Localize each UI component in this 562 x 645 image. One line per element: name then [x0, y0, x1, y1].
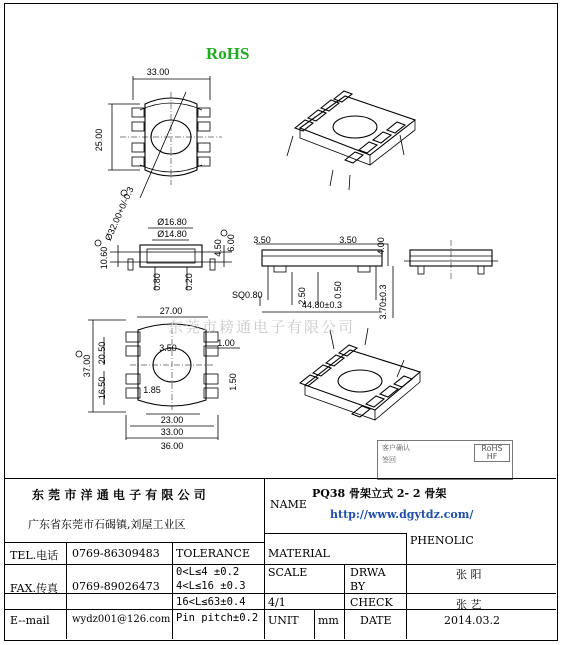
- name-label: NAME: [270, 498, 307, 511]
- tolerance-row-3: 16<L≤63±0.4: [176, 596, 246, 608]
- rule: [4, 478, 556, 479]
- rule: [344, 564, 345, 639]
- drawn-by: 张 阳: [456, 568, 482, 581]
- dim-w23-00: 23.00: [160, 415, 184, 425]
- dim-h3-70: 3.70±0.3: [378, 284, 388, 320]
- unit-value: mm: [318, 614, 339, 627]
- dim-w36-00: 36.00: [160, 441, 184, 451]
- dim-h37-00: 37.00: [82, 354, 92, 378]
- email-value[interactable]: wydz001@126.com: [72, 614, 171, 625]
- end-view: [404, 240, 498, 280]
- fax-label: FAX.传真: [10, 582, 58, 595]
- fax-value: 0769-89026473: [72, 580, 160, 593]
- iso-view-top: [287, 91, 415, 190]
- date-value: 2014.03.2: [444, 614, 500, 627]
- checked-by: 张 艺: [456, 598, 482, 611]
- rule: [406, 533, 407, 639]
- rule: [66, 542, 67, 639]
- unit-label: UNIT: [268, 614, 299, 627]
- rule: [264, 533, 406, 534]
- email-label: E--mail: [10, 614, 50, 627]
- watermark: 东莞市耪通电子有限公司: [168, 318, 356, 336]
- dim-h1-50: 1.50: [228, 373, 238, 391]
- dim-r1-85: 1.85: [143, 385, 161, 395]
- website-link[interactable]: http://www.dgytdz.com/: [330, 508, 474, 521]
- dim-w27-00: 27.00: [159, 306, 183, 316]
- dim-h20-50: 20.50: [97, 341, 107, 365]
- rule: [172, 542, 173, 639]
- dim-h10-60: 10.60: [99, 246, 109, 270]
- dim-sq0-80: SQ0.80: [232, 290, 263, 300]
- dim-w3-50c: 3.50: [159, 343, 177, 353]
- dim-top-width: 33.00: [146, 67, 170, 77]
- rule: [4, 542, 264, 543]
- dim-h0-20: 0.20: [184, 273, 194, 291]
- drawn-label-line2: BY: [350, 580, 366, 593]
- rohs-hf-badge: [474, 444, 510, 462]
- dim-h0-80: 0.80: [152, 273, 162, 291]
- dim-h4-00: 4.00: [376, 237, 386, 255]
- title-block: [4, 478, 556, 639]
- rule: [264, 593, 556, 594]
- scale-label: SCALE: [268, 566, 308, 579]
- dim-w3-50b: 3.50: [339, 235, 357, 245]
- side-view: [232, 235, 393, 319]
- dim-h2-50: 2.50: [297, 287, 307, 305]
- dim-h4-50: 4.50: [213, 239, 223, 257]
- top-view: [94, 67, 222, 242]
- dim-h16-50: 16.50: [97, 376, 107, 400]
- dim-w3-50a: 3.50: [253, 235, 271, 245]
- dim-top-height: 25.00: [94, 128, 104, 152]
- scale-value: 4/1: [268, 596, 286, 609]
- tel-value: 0769-86309483: [72, 547, 160, 560]
- rule: [264, 478, 265, 639]
- part-name: PQ38 骨架立式 2- 2 骨架: [312, 487, 447, 500]
- material-value: PHENOLIC: [410, 534, 474, 547]
- rule: [4, 564, 556, 565]
- tel-label: TEL.电话: [10, 549, 59, 562]
- stamp-line-1: 客户确认: [382, 444, 410, 452]
- drawn-label-line1: DRWA: [350, 566, 386, 579]
- rule: [314, 609, 315, 639]
- dim-top-diameter: Ø32.00+0/-0.3: [102, 185, 136, 243]
- dim-d16-80: Ø16.80: [157, 217, 187, 227]
- tolerance-row-4: Pin pitch±0.2: [176, 612, 259, 624]
- badge-top: RoHS: [481, 444, 503, 453]
- check-label: CHECK: [350, 596, 393, 609]
- tolerance-row-2: 4<L≤16 ±0.3: [176, 580, 246, 592]
- rohs-label: RoHS: [206, 44, 250, 63]
- customer-confirmation-stamp: [377, 440, 513, 480]
- tolerance-row-1: 0<L≤4 ±0.2: [176, 566, 240, 578]
- dim-h6-00: 6.00: [226, 234, 236, 252]
- dim-d14-80: Ø14.80: [157, 229, 187, 239]
- dim-h1-00: 1.00: [217, 338, 235, 348]
- dim-w44-80: 44.80±0.3: [302, 300, 342, 310]
- dim-h0-50: 0.50: [333, 281, 343, 299]
- tolerance-label: TOLERANCE: [176, 547, 250, 560]
- company-address: 广东省东莞市石碣镇,刘屋工业区: [28, 518, 186, 531]
- badge-bottom: HF: [486, 452, 498, 461]
- material-label: MATERIAL: [268, 547, 330, 560]
- date-label: DATE: [360, 614, 392, 627]
- company-name: 东 莞 市 洋 通 电 子 有 限 公 司: [32, 488, 206, 502]
- dim-w33-00b: 33.00: [160, 427, 184, 437]
- iso-view-bottom: [300, 328, 420, 420]
- stamp-line-2: 签回: [382, 456, 396, 464]
